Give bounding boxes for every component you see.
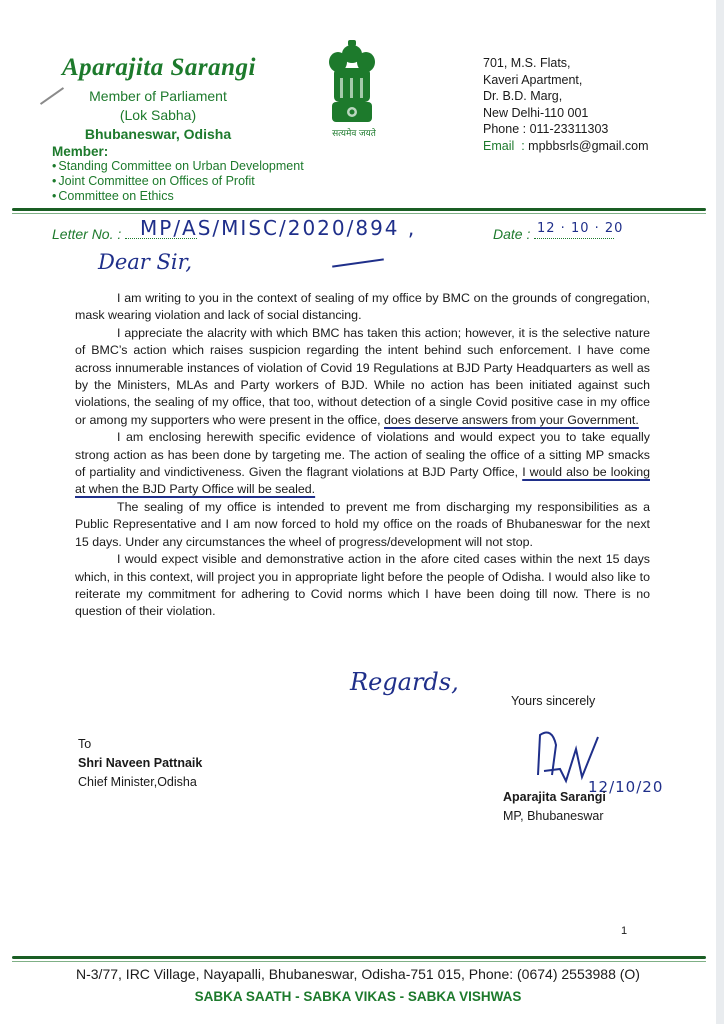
address-line: Dr. B.D. Marg,	[483, 89, 563, 103]
address-line: New Delhi-110 001	[483, 105, 589, 120]
page-number: 1	[621, 925, 628, 937]
handwritten-regards: Regards,	[350, 668, 459, 696]
email-line	[483, 138, 649, 155]
letterhead-role	[78, 87, 238, 144]
recipient-block	[78, 735, 202, 792]
salutation: Dear Sir,	[98, 250, 193, 274]
paragraph-3-text: I am enclosing herewith specific evidence of violations and would expect you to take equally strong action as has been done by targeting me. The action of sealing the office of a sitting MP smacks of partiality and vindictiveness. Given the flagrant violations at BJD Party Office,	[75, 430, 650, 480]
letter-no-value: MP/AS/MISC/2020/894 ,	[140, 216, 417, 240]
committee-item: • Committee on Ethics	[52, 189, 304, 204]
date-label: Date :	[493, 226, 531, 242]
committee-item: • Standing Committee on Urban Development	[52, 159, 304, 174]
recipient-name: Shri Naveen Pattnaik	[78, 756, 203, 770]
email-value: mpbbsrls@gmail.com	[528, 138, 649, 153]
membership-title: Member:	[52, 144, 109, 159]
underlined-text: I would also be looking at when the BJD Party Office will be sealed.	[75, 465, 650, 497]
paragraph-2	[75, 325, 650, 429]
header-divider	[12, 208, 706, 214]
letter-no-label: Letter No. :	[52, 226, 122, 242]
emblem-motto: सत्यमेव जयते	[332, 128, 376, 138]
signature-date: 12/10/20	[588, 778, 664, 796]
letter-body	[75, 290, 650, 621]
footer-address: N-3/77, IRC Village, Nayapalli, Bhubaneswar, Odisha-751 015, Phone: (0674) 2553988 (O)	[76, 966, 640, 982]
signer-title: MP, Bhubaneswar	[503, 809, 604, 823]
address-line: 701, M.S. Flats,	[483, 56, 571, 70]
role-line-1: Member of Parliament	[89, 88, 227, 104]
footer-slogan: SABKA SAATH - SABKA VIKAS - SABKA VISHWAS	[194, 989, 522, 1004]
committee-item: • Joint Committee on Offices of Profit	[52, 174, 304, 189]
delhi-address	[483, 55, 649, 154]
letterhead-name: Aparajita Sarangi	[62, 54, 256, 81]
page-edge	[716, 0, 724, 1024]
phone-line	[483, 121, 649, 138]
underlined-text: does deserve answers from your Government.	[384, 412, 639, 427]
paragraph-3	[75, 429, 650, 499]
national-emblem-icon	[326, 38, 378, 134]
address-line: Kaveri Apartment,	[483, 72, 583, 87]
pen-mark	[40, 87, 64, 105]
signer-block	[503, 788, 606, 826]
footer-divider	[12, 956, 706, 962]
phone-label: Phone :	[483, 122, 527, 136]
paragraph-1: I am writing to you in the context of sealing of my office by BMC on the grounds of congregation, mask wearing violation and lack of social distancing.	[75, 291, 650, 323]
date-value: 12 · 10 · 20	[537, 221, 624, 236]
email-label: Email :	[483, 138, 525, 153]
role-line-2: (Lok Sabha)	[119, 107, 197, 123]
paragraph-2-text: I appreciate the alacrity with which BMC has taken this action; however, it is the selective nature of BMC’s action which raises suspicion regarding the intent behind such enforcement. I have come across innumerable instances of violation of Covid 19 Regulations at BJD Party Headquarters as well as by the Ministers, MLAs and Party workers of BJD. While no action has been initiated against such violations, the sealing of my office, that too, without detection of a single Covid positive case in my office or among my supporters who were present in the office,	[75, 325, 650, 427]
recipient-to: To	[78, 737, 92, 751]
signer-name: Aparajita Sarangi	[503, 790, 606, 804]
paragraph-4: The sealing of my office is intended to prevent me from discharging my responsibilities as a Public Representative and I am now forced to hold my office on the roads of Bhubaneswar for the next 15 days. Under any circumstances the wheel of progress/development will not stop.	[75, 499, 650, 549]
paragraph-5: I would expect visible and demonstrative action in the afore cited cases within the next 15 days which, in this context, will project you in appropriate light before the people of Odisha. I would also like to reiterate my commitment for adhering to Covid norms which I have been doing till now. There is no question of their violation.	[75, 552, 650, 619]
signature-icon	[530, 725, 600, 785]
recipient-title: Chief Minister,Odisha	[78, 775, 197, 789]
closing-phrase: Yours sincerely	[511, 694, 596, 708]
committee-membership	[52, 144, 304, 204]
constituency: Bhubaneswar, Odisha	[84, 126, 232, 142]
pen-stroke	[332, 258, 384, 267]
phone-value: 011-23311303	[529, 122, 609, 136]
